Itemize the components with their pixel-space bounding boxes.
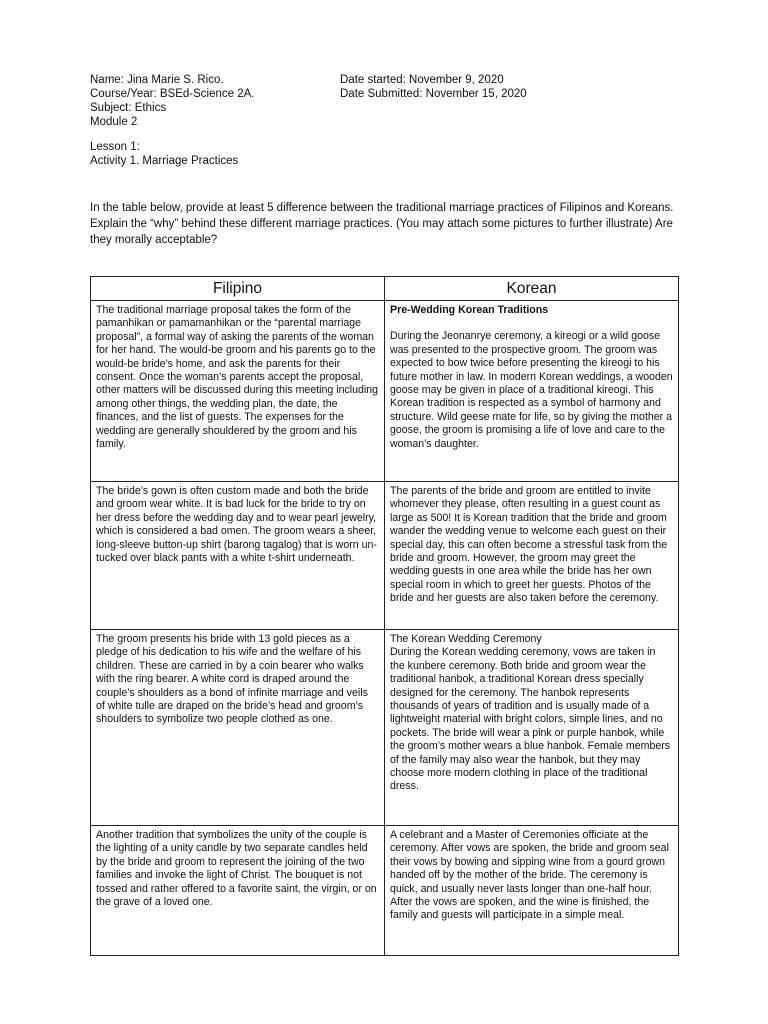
lesson-label: Lesson 1:	[90, 141, 140, 153]
instructions: In the table below, provide at least 5 difference between the traditional marriage practices of Filipinos and Koreans. Explain the “why” behind these different marriage practices. (You may attach some pictures to further illustrate) Are they morally acceptable?	[90, 202, 674, 246]
korean-section-title: Pre-Wedding Korean Traditions	[390, 304, 549, 316]
subject: Subject: Ethics	[90, 102, 167, 114]
korean-cell	[385, 630, 679, 826]
table-row	[91, 630, 679, 826]
korean-cell	[385, 301, 679, 482]
korean-text: During the Korean wedding ceremony, vows are taken in the kunbere ceremony. Both bride and groom wear the traditional hanbok, a traditional Korean dress specially designed for the ceremony. The hanbok represents thousands of years of tradition and is usually made of a lightweight material with bright colors, simple lines, and no pockets. The bride will wear a pink or purple hanbok, while the groom’s mother wears a blue hanbok. Female members of the family may also wear the hanbok, but they may choose more modern clothing in place of the traditional dress.	[390, 646, 671, 793]
student-name: Name: Jina Marie S. Rico.	[90, 74, 224, 86]
table-row	[91, 482, 679, 630]
table-row	[91, 826, 679, 956]
date-submitted: Date Submitted: November 15, 2020	[340, 88, 527, 100]
korean-cell: The parents of the bride and groom are entitled to invite whomever they please, often resulting in a guest count as large as 500! It is Korean tradition that the bride and groom wander the wedding venue to welcome each guest on their special day, this can often become a stressful task from the bride and groom. However, the groom may greet the wedding guests in one area while the bride has her own special room in which to greet her guests. Photos of the bride and her guests are also taken before the ceremony.	[385, 482, 679, 630]
table-row	[91, 301, 679, 482]
korean-cell: A celebrant and a Master of Ceremonies officiate at the ceremony. After vows are spoken, the bride and groom seal their vows by bowing and sipping wine from a gourd grown handed off by the mother of the bride. The ceremony is quick, and usually never lasts longer than one-half hour. After the vows are spoken, and the wine is finished, the family and guests will participate in a simple meal.	[385, 826, 679, 956]
column-header-filipino: Filipino	[91, 277, 385, 301]
filipino-cell: The bride’s gown is often custom made and both the bride and groom wear white. It is bad luck for the bride to try on her dress before the wedding day and to wear pearl jewelry, which is considered a bad omen. The groom wears a sheer, long-sleeve button-up shirt (barong tagalog) that is worn un-tucked over black pants with a white t-shirt underneath.	[91, 482, 385, 630]
korean-text: During the Jeonanrye ceremony, a kireogi or a wild goose was presented to the prospective groom. The groom was expected to bow twice before presenting the kireogi to his future mother in law. In modern Korean weddings, a wooden goose may be given in place of a traditional kireogi. This Korean tradition is respected as a symbol of harmony and structure. Wild geese mate for life, so by giving the mother a goose, the groom is promising a life of love and care to the woman’s daughter.	[390, 330, 673, 450]
course-year: Course/Year: BSEd-Science 2A.	[90, 88, 255, 100]
activity-title: Activity 1. Marriage Practices	[90, 155, 239, 167]
spacer	[390, 317, 673, 330]
table-header-row	[91, 277, 679, 301]
module: Module 2	[90, 116, 138, 128]
filipino-cell: Another tradition that symbolizes the unity of the couple is the lighting of a unity candle by two separate candles held by the bride and groom to represent the joining of the two families and invoke the light of Christ. The bouquet is not tossed and rather offered to a favorite saint, the virgin, or on the grave of a loved one.	[91, 826, 385, 956]
korean-section-title: The Korean Wedding Ceremony	[390, 633, 542, 645]
marriage-practices-table	[90, 276, 679, 956]
date-started: Date started: November 9, 2020	[340, 74, 504, 86]
lesson-block	[90, 140, 238, 168]
filipino-cell: The groom presents his bride with 13 gold pieces as a pledge of his dedication to his wife and the welfare of his children. These are carried in by a coin bearer who walks with the ring bearer. A white cord is draped around the couple’s shoulders as a bond of infinite marriage and veils of white tulle are draped on the bride’s head and groom’s shoulders to symbolize two people clothed as one.	[91, 630, 385, 826]
filipino-cell: The traditional marriage proposal takes the form of the pamanhikan or pamamanhikan or the “parental marriage proposal”, a formal way of asking the parents of the woman for her hand. The would-be groom and his parents go to the would-be bride’s home, and ask the parents for their consent. Once the woman’s parents accept the proposal, other matters will be discussed during this meeting including among other things, the wedding plan, the date, the finances, and the list of guests. The expenses for the wedding are generally shouldered by the groom and his family.	[91, 301, 385, 482]
column-header-korean: Korean	[385, 277, 679, 301]
